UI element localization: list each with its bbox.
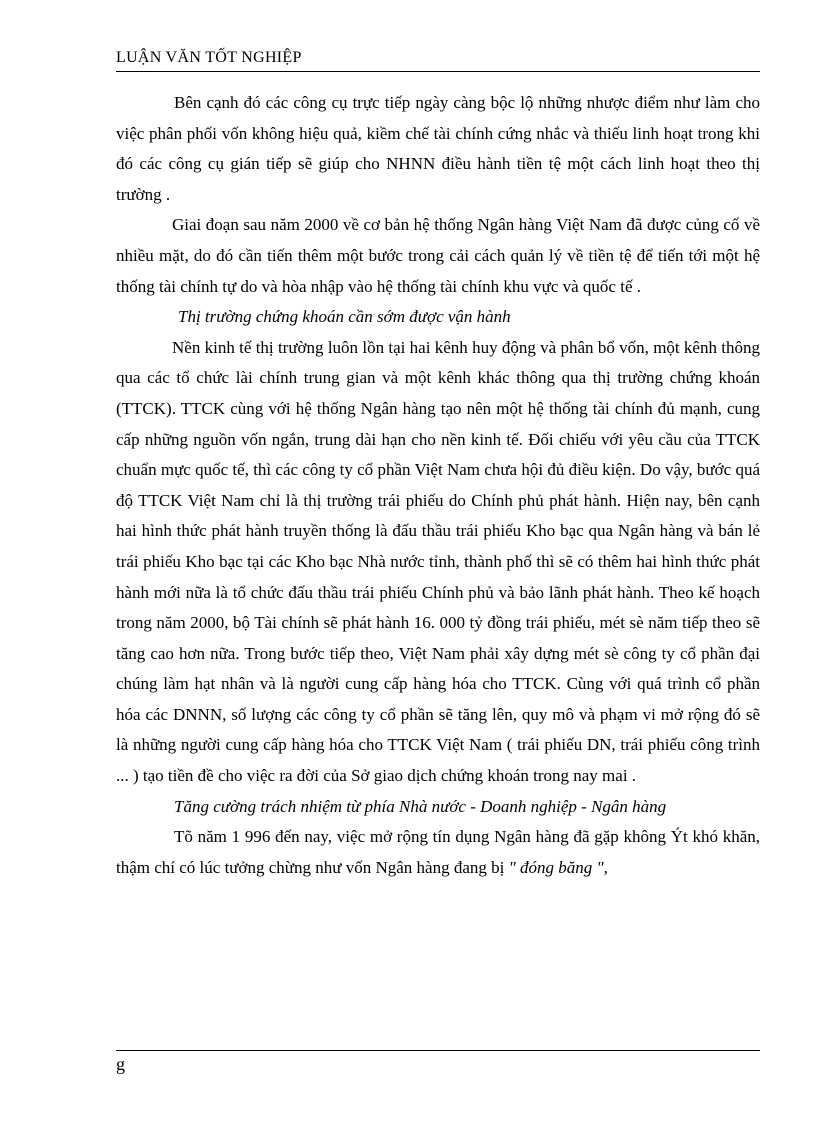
page-body xyxy=(116,88,760,883)
running-header: LUẬN VĂN TỐT NGHIỆP xyxy=(116,49,302,66)
paragraph-4-end: , xyxy=(603,857,608,877)
paragraph-4 xyxy=(116,822,760,883)
header-divider xyxy=(116,71,760,72)
paragraph-4-text: Tõ năm 1 996 đến nay, việc mở rộng tín dụng Ngân hàng đã gặp không Ýt khó khăn, thậm chí có lúc tưởng chừng như vốn Ngân hàng đang bị xyxy=(116,827,760,877)
paragraph-3: Nền kinh tế thị trường luôn lồn tại hai kênh huy động và phân bổ vốn, một kênh thông qua các tổ chức lài chính trung gian và một kênh khác thông qua thị trường chứng khoán (TTCK). TTCK cùng với hệ thống Ngân hàng tạo nên một hệ thống tài chính đủ mạnh, cung cấp những nguồn vốn ngắn, trung dài hạn cho nền kinh tế. Đối chiếu với yêu cầu của TTCK chuẩn mực quốc tế, thì các công ty cổ phần Việt Nam chưa hội đủ điều kiện. Do vậy, bước quá độ TTCK Việt Nam chỉ là thị trường trái phiếu do Chính phủ phát hành. Hiện nay, bên cạnh hai hình thức phát hành truyền thống là đấu thầu trái phiếu Kho bạc qua Ngân hàng và bán lẻ trái phiếu Kho bạc tại các Kho bạc Nhà nước tỉnh, thành phố thì sẽ có thêm hai hình thức phát hành mới nữa là tổ chức đấu thầu trái phiếu Chính phủ và bảo lãnh phát hành. Theo kế hoạch trong năm 2000, bộ Tài chính sẽ phát hành 16. 000 tỷ đồng trái phiếu, mét sè năm tiếp theo sẽ tăng cao hơn nữa. Trong bước tiếp theo, Việt Nam phải xây dựng mét sè công ty cổ phần đại chúng làm hạt nhân và là người cung cấp hàng hóa cho TTCK. Cùng với quá trình cổ phần hóa các DNNN, số lượng các công ty cổ phần sẽ tăng lên, quy mô và phạm vi mở rộng đó sẽ là những người cung cấp hàng hóa cho TTCK Việt Nam ( trái phiếu DN, trái phiếu công trình ... ) tạo tiền đề cho việc ra đời của Sở giao dịch chứng khoán trong nay mai . xyxy=(116,337,760,786)
paragraph-2: Giai đoạn sau năm 2000 về cơ bản hệ thống Ngân hàng Việt Nam đã được củng cố về nhiều mặt, do đó cần tiến thêm một bước trong cải cách quản lý về tiền tệ để tiến tới một hệ thống tài chính tự do và hòa nhập vào hệ thống tài chính khu vực và quốc tế . xyxy=(116,215,760,296)
footer-divider xyxy=(116,1050,760,1051)
page-number: g xyxy=(116,1054,125,1074)
paragraph-4-italic-phrase: " đóng băng " xyxy=(508,857,604,877)
subheading-responsibility: Tăng cường trách nhiệm từ phía Nhà nước - Doanh nghiệp - Ngân hàng xyxy=(174,796,667,816)
paragraph-1: Bên cạnh đó các công cụ trực tiếp ngày càng bộc lộ những nhược điểm như làm cho việc phân phối vốn không hiệu quả, kiềm chế tài chính cứng nhắc và thiếu linh hoạt trong khi đó các công cụ gián tiếp sẽ giúp cho NHNN điều hành tiền tệ một cách linh hoạt theo thị trường . xyxy=(116,93,760,204)
subheading-securities-market: Thị trường chứng khoán cần sớm được vận hành xyxy=(178,307,511,327)
